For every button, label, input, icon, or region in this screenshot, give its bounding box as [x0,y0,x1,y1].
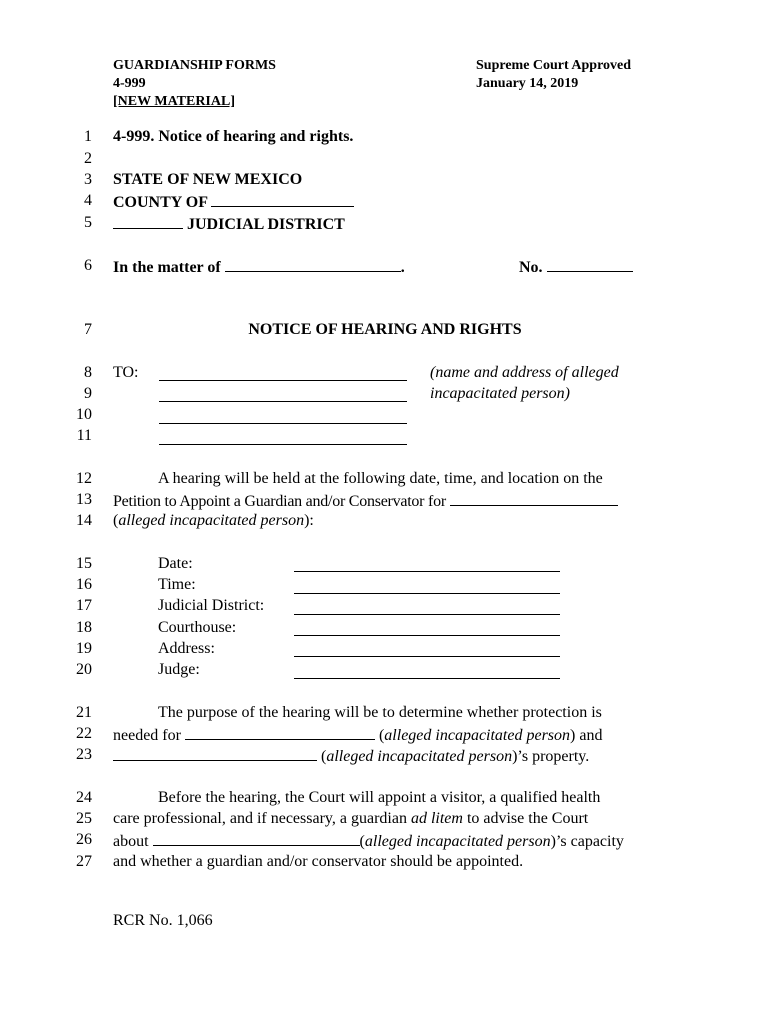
line-number: 25 [76,810,92,827]
courthouse-blank[interactable] [294,635,560,636]
field-label-date: Date: [158,555,193,572]
line-number: 1 [84,128,92,145]
line-number: 12 [76,470,92,487]
alleged-person-note: alleged incapacitated person [364,833,551,850]
to-label: TO: [113,364,139,381]
matter-period: . [400,259,405,276]
field-label-address: Address: [158,640,215,657]
line-number: 3 [84,171,92,188]
field-label-judge: Judge: [158,661,200,678]
rule-title: 4-999. Notice of hearing and rights. [113,128,354,145]
new-material-tag: [NEW MATERIAL] [113,94,235,109]
line-number: 15 [76,555,92,572]
matter-caption [113,257,405,277]
and-text: and [579,727,603,744]
case-number-label: No. [519,259,543,276]
field-label-time: Time: [158,576,196,593]
to-address-line-4[interactable] [159,444,407,445]
ad-litem-text: ad litem [410,810,463,827]
to-address-line-3[interactable] [159,423,407,424]
line-number: 18 [76,619,92,636]
paragraph-3-line-1: Before the hearing, the Court will appoint a visitor, a qualified health [158,789,601,806]
paragraph-1-line-3: (alleged incapacitated person): [113,512,314,529]
line-number: 16 [76,576,92,593]
line-number: 23 [76,746,92,763]
paragraph-3-line-3: about (alleged incapacitated person)’s capacity [113,833,624,850]
line-number: 9 [84,385,92,402]
line-number: 13 [76,491,92,508]
notice-heading: NOTICE OF HEARING AND RIGHTS [248,321,522,338]
property-text: ’s property. [517,748,590,765]
line-number: 21 [76,704,92,721]
county-blank[interactable] [211,192,354,207]
judge-blank[interactable] [294,678,560,679]
line-number: 26 [76,831,92,848]
line-number: 7 [84,321,92,338]
state-caption: STATE OF NEW MEXICO [113,171,303,188]
district-label: JUDICIAL DISTRICT [187,216,345,233]
to-note-line-2: incapacitated person) [430,385,570,402]
capacity-person-blank[interactable] [153,831,360,846]
needed-for-text: needed for [113,727,181,744]
paragraph-3-line-4: and whether a guardian and/or conservator should be appointed. [113,853,524,870]
county-caption [113,192,354,212]
paragraph-2-line-2: needed for (alleged incapacitated person) and [113,727,603,744]
about-text: about [113,833,149,850]
paragraph-2-line-1: The purpose of the hearing will be to determine whether protection is [158,704,602,721]
case-number [519,257,633,277]
line-number: 11 [76,427,92,444]
petition-text: Petition to Appoint a Guardian and/or Conservator for [113,493,446,510]
advise-court-text: to advise the Court [466,810,589,827]
line-number: 10 [76,406,92,423]
line-number: 19 [76,640,92,657]
to-address-line-2[interactable] [159,401,407,402]
alleged-person-note: alleged incapacitated person [384,727,571,744]
line-number: 4 [84,192,92,209]
judicial-district-blank[interactable] [294,614,560,615]
paragraph-1-line-2 [113,491,618,511]
county-label: COUNTY OF [113,194,208,211]
line-number: 20 [76,661,92,678]
petition-name-blank[interactable] [450,491,618,506]
line-number: 6 [84,257,92,274]
matter-label: In the matter of [113,259,221,276]
capacity-text: ’s capacity [555,833,624,850]
line-number: 5 [84,214,92,231]
date-blank[interactable] [294,571,560,572]
approval-status: Supreme Court Approved [476,58,632,73]
to-note-line-1: (name and address of alleged [430,364,619,381]
field-label-judicial-district: Judicial District: [158,597,265,614]
line-number: 22 [76,725,92,742]
case-number-blank[interactable] [547,257,633,272]
approval-date: January 14, 2019 [476,76,579,91]
property-owner-blank[interactable] [113,746,317,761]
line-number: 8 [84,364,92,381]
matter-blank[interactable] [225,257,401,272]
needed-for-blank[interactable] [185,725,375,740]
district-caption [113,214,345,234]
paragraph-3-line-2 [113,810,588,828]
field-label-courthouse: Courthouse: [158,619,237,636]
alleged-person-note: alleged incapacitated person [118,512,305,529]
address-blank[interactable] [294,656,560,657]
line-number: 14 [76,512,92,529]
form-number: 4-999 [113,76,146,91]
form-series-title: GUARDIANSHIP FORMS [113,58,276,73]
line-number: 24 [76,789,92,806]
paragraph-2-line-3: (alleged incapacitated person)’s property. [113,746,589,766]
line-number: 27 [76,853,92,870]
line-number: 2 [84,150,92,167]
rcr-number: RCR No. 1,066 [113,912,213,929]
line-number: 17 [76,597,92,614]
time-blank[interactable] [294,593,560,594]
paragraph-1-line-1: A hearing will be held at the following date, time, and location on the [158,470,603,487]
to-address-line-1[interactable] [159,380,407,381]
care-professional-text: care professional, and if necessary, a guardian [113,810,407,827]
district-number-blank[interactable] [113,214,183,229]
alleged-person-note: alleged incapacitated person [326,748,513,765]
